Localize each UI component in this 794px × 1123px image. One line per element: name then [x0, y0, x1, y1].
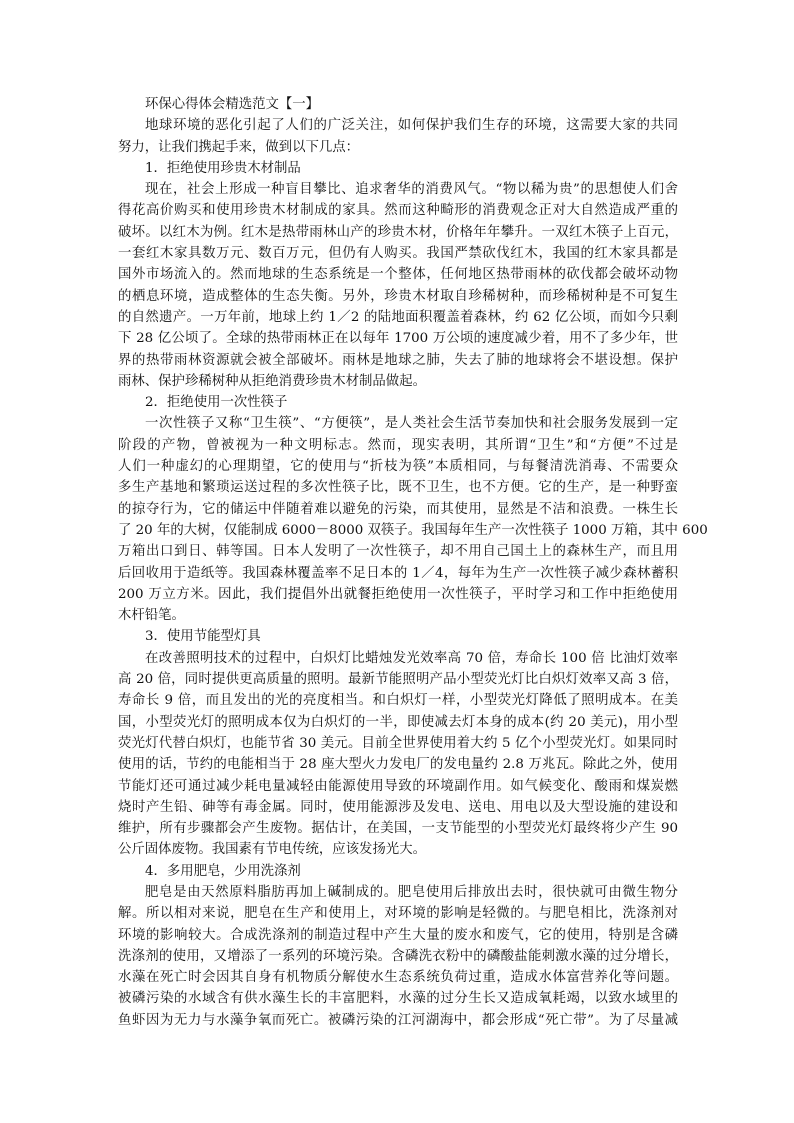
text-line: 雨林、保护珍稀树种从拒绝消费珍贵木材制品做起。: [118, 373, 426, 389]
text-line: 一套红木家具数万元、数百万元，但仍有人购买。我国严禁砍伐红木，我国的红木家具都是: [118, 246, 678, 262]
section-heading: [118, 158, 678, 179]
text-line: 的掠夺行为，它的储运中伴随着难以避免的污染，而其使用，显然是不洁和浪费。一株生长: [118, 501, 678, 517]
paragraph: [118, 648, 678, 861]
section-heading: [118, 861, 678, 882]
section-heading: [118, 392, 678, 413]
text-line: 公斤固体废物。我国素有节电传统，应该发扬光大。: [118, 842, 426, 858]
text-line: 200 万立方米。因此，我们提倡外出就餐拒绝使用一次性筷子，平时学习和工作中拒绝使用: [118, 586, 678, 602]
text-line: 荧光灯代替白炽灯，也能节省 30 美元。目前全世界使用着大约 5 亿个小型荧光灯。如果同时: [118, 735, 678, 751]
text-line: 界的热带雨林资源就会被全部破坏。雨林是地球之肺，失去了肺的地球将会不堪设想。保护: [118, 352, 678, 368]
text-line: 肥皂是由天然原料脂肪再加上碱制成的。肥皂使用后排放出去时，很快就可由微生物分: [145, 884, 678, 900]
document-title: 环保心得体会精选范文【一】: [145, 97, 320, 112]
text-line: 的自然遗产。一万年前，地球上约 1／2 的陆地面积覆盖着森林，约 62 亿公顷，而如今只剩: [118, 309, 678, 325]
text-line: 解。所以相对来说，肥皂在生产和使用上，对环境的影响是轻微的。与肥皂相比，洗涤剂对: [118, 906, 678, 922]
paragraph: [118, 413, 708, 626]
text-line: 1．拒绝使用珍贵木材制品: [145, 160, 301, 176]
text-line: 现在，社会上形成一种盲目攀比、追求奢华的消费风气。“物以稀为贵”的思想使人们舍: [145, 182, 678, 198]
text-line: 4．多用肥皂，少用洗涤剂: [145, 863, 301, 879]
text-line: 破坏。以红木为例。红木是热带雨林山产的珍贵木材，价格年年攀升。一双红木筷子上百元，: [118, 224, 678, 240]
text-line: 地球环境的恶化引起了人们的广泛关注，如何保护我们生存的环境，这需要大家的共同: [145, 118, 678, 134]
text-line: 寿命长 9 倍，而且发出的光的亮度相当。和白炽灯一样，小型荧光灯降低了照明成本。在美: [118, 693, 678, 709]
text-line: 国外市场流入的。然而地球的生态系统是一个整体，任何地区热带雨林的砍伐都会破坏动物: [118, 267, 678, 283]
text-line: 下 28 亿公顷了。全球的热带雨林正在以每年 1700 万公顷的速度减少着，用不了多少年，世: [118, 331, 678, 347]
section-heading: [118, 626, 678, 647]
text-line: 环境的影响较大。合成洗涤剂的制造过程中产生大量的废水和废气，它的使用，特别是含磷: [118, 927, 678, 943]
text-line: 多生产基地和繁琐运送过程的多次性筷子比，既不卫生，也不方便。它的生产，是一种野蛮: [118, 480, 678, 496]
text-line: 水藻在死亡时会因其自身有机物质分解使水生态系统负荷过重，造成水体富营养化等问题。: [118, 970, 678, 986]
text-line: 洗涤剂的使用，又增添了一系列的环境污染。含磷洗衣粉中的磷酸盐能刺激水藻的过分增长，: [118, 948, 678, 964]
text-line: 高 20 倍，同时提供更高质量的照明。最新节能照明产品小型荧光灯比白炽灯效率又高 3 倍，: [118, 672, 678, 688]
text-line: 后回收用于造纸等。我国森林覆盖率不足日本的 1／4，每年为生产一次性筷子减少森林蓄积: [118, 565, 678, 581]
paragraph: [118, 179, 678, 392]
text-line: 2．拒绝使用一次性筷子: [145, 395, 288, 411]
text-line: 在改善照明技术的过程中，白炽灯比蜡烛发光效率高 70 倍，寿命长 100 倍 比油灯效率: [145, 650, 678, 666]
text-line: 了 20 年的大树，仅能制成 6000－8000 双筷子。我国每年生产一次性筷子 1000 万箱，其中 600: [118, 522, 708, 538]
text-line: 努力，让我们携起手来，做到以下几点：: [118, 139, 360, 155]
text-line: 的栖息环境，造成整体的生态失衡。另外，珍贵木材取自珍稀树种，而珍稀树种是不可复生: [118, 288, 678, 304]
text-line: 鱼虾因为无力与水藻争氧而死亡。被磷污染的江河湖海中，都会形成“死亡带”。为了尽量减: [118, 1012, 678, 1028]
text-line: 木杆铅笔。: [118, 608, 185, 624]
text-line: 3．使用节能型灯具: [145, 629, 261, 645]
paragraph: [118, 115, 678, 158]
text-line: 万箱出口到日、韩等国。日本人发明了一次性筷子，却不用自己国土上的森林生产，而且用: [118, 544, 678, 560]
text-line: 被磷污染的水域含有供水藻生长的丰富肥料，水藻的过分生长又造成氧耗竭，以致水域里的: [118, 991, 678, 1007]
text-line: 维护，所有步骤都会产生废物。据估计，在美国，一支节能型的小型荧光灯最终将少产生 90: [118, 821, 678, 837]
paragraph: [118, 882, 678, 1031]
text-line: 国，小型荧光灯的照明成本仅为白炽灯的一半，即使减去灯本身的成本(约 20 美元)，用小型: [118, 714, 678, 730]
text-line: 得花高价购买和使用珍贵木材制成的家具。然而这种畸形的消费观念正对大自然造成严重的: [118, 203, 678, 219]
document-body: [118, 115, 708, 1031]
text-line: 使用的话，节约的电能相当于 28 座大型火力发电厂的发电量约 2.8 万兆瓦。除此之外，使用: [118, 757, 678, 773]
text-line: 阶段的产物，曾被视为一种文明标志。然而，现实表明，其所谓“卫生”和“方便”不过是: [118, 437, 678, 453]
document-page: [118, 94, 708, 1031]
text-line: 节能灯还可通过减少耗电量减轻由能源使用导致的环境副作用。如气候变化、酸雨和煤炭燃: [118, 778, 678, 794]
text-line: 人们一种虚幻的心理期望，它的使用与“折枝为筷”本质相同，与每餐清洗消毒、不需要众: [118, 459, 678, 475]
text-line: 一次性筷子又称“卫生筷”、“方便筷”，是人类社会生活节奏加快和社会服务发展到一定: [145, 416, 678, 432]
text-line: 烧时产生铅、砷等有毒金属。同时，使用能源涉及发电、送电、用电以及大型设施的建设和: [118, 799, 678, 815]
